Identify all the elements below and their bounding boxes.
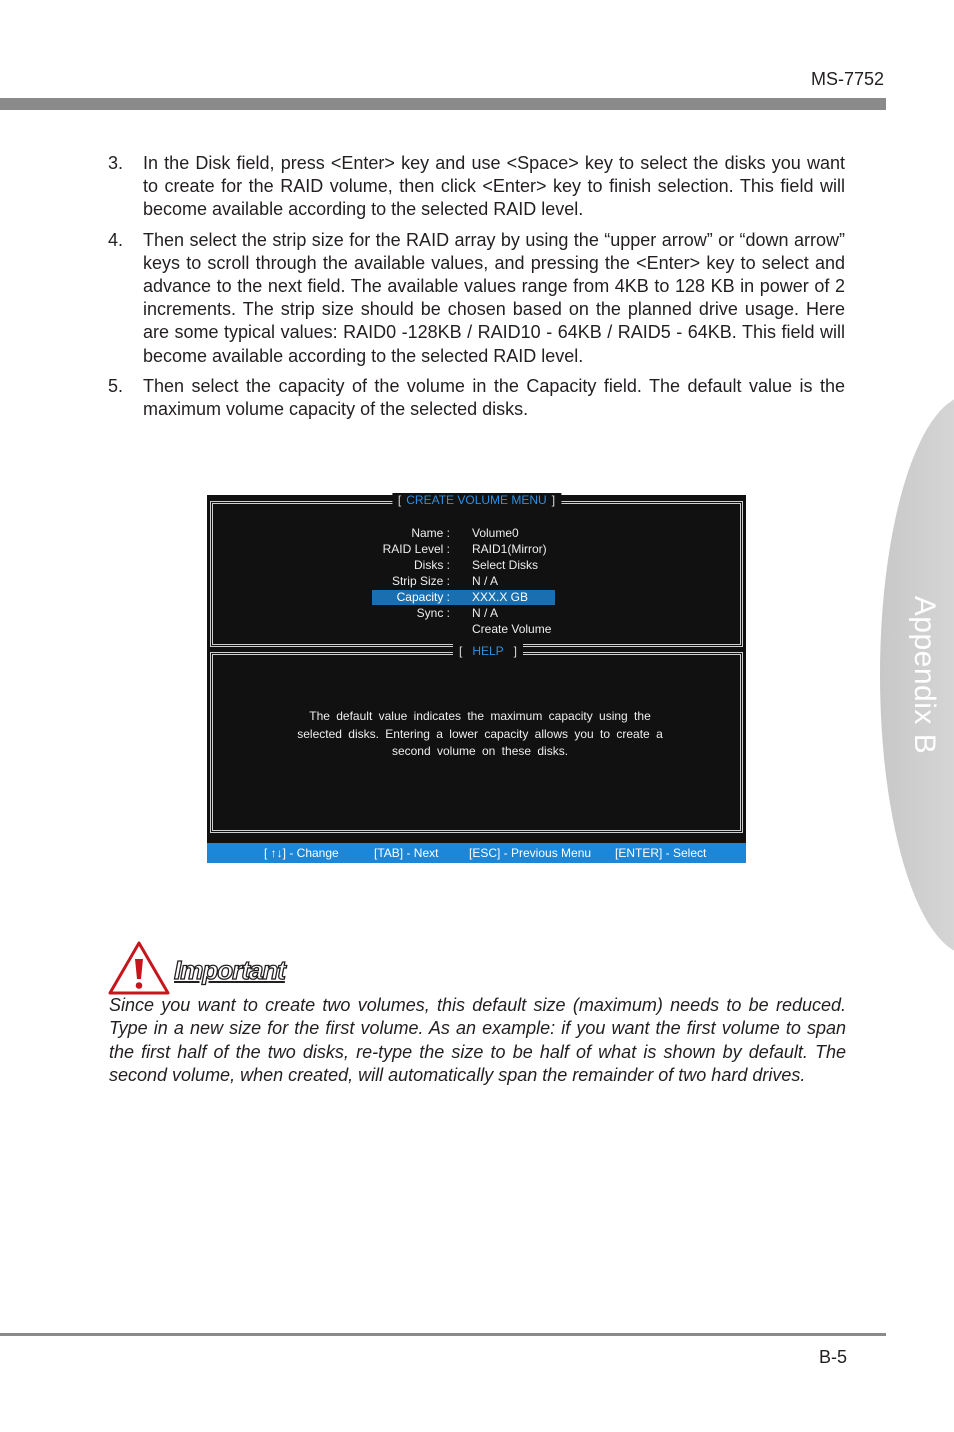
key-previous-menu: [ESC] - Previous Menu xyxy=(469,846,592,860)
step-text: Then select the strip size for the RAID array by using the “upper arrow” or “down arrow” keys to scroll through the available values, and pressing the <Enter> key to select and advance to the next field. The available values range from 4KB to 128 KB in power of 2 increments. The strip size should be chosen based on the planned drive usage. Here are some typical values: RAID0 -128KB / RAID10 - 64KB / RAID5 - 64KB. This field will become available according to the selected RAID level. xyxy=(143,229,845,366)
create-volume-option[interactable] xyxy=(368,622,708,638)
field-label: Disks : xyxy=(414,558,450,572)
field-value: RAID1(Mirror) xyxy=(472,542,547,556)
help-title: HELP xyxy=(472,644,504,658)
step-number: 5. xyxy=(108,375,124,396)
bracket: ] xyxy=(513,644,518,658)
create-volume-menu-title: CREATE VOLUME MENU xyxy=(406,493,547,507)
create-volume-panel xyxy=(210,493,743,647)
bracket: [ xyxy=(397,493,402,507)
appendix-side-label: Appendix B xyxy=(908,595,941,755)
field-row-raid-level[interactable] xyxy=(368,542,708,558)
instruction-steps xyxy=(108,152,845,428)
field-label: Capacity : xyxy=(396,590,450,604)
help-text: The default value indicates the maximum capacity using the selected disks. Entering a lower capacity allows you to create a second volume on these disks. xyxy=(297,709,663,758)
step-item xyxy=(108,152,845,222)
key-legend-bar xyxy=(207,843,746,863)
step-item xyxy=(108,229,845,368)
field-value: N / A xyxy=(472,606,499,620)
field-label: Sync : xyxy=(416,606,450,620)
field-row-sync[interactable] xyxy=(368,606,708,622)
field-value: N / A xyxy=(472,574,499,588)
field-value: XXX.X GB xyxy=(472,590,529,604)
bracket: ] xyxy=(551,493,556,507)
footer-rule xyxy=(0,1333,886,1336)
field-label: RAID Level : xyxy=(382,542,450,556)
step-text: Then select the capacity of the volume in the Capacity field. The default value is the maximum volume capacity of the selected disks. xyxy=(143,375,845,420)
important-title: Important xyxy=(174,955,285,985)
step-text: In the Disk field, press <Enter> key and use <Space> key to select the disks you want to create for the RAID volume, then click <Enter> key to finish selection. This field will become available according to the selected RAID level. xyxy=(143,153,845,220)
key-change: [ ↑↓] - Change xyxy=(264,846,339,860)
panel-title xyxy=(392,493,561,507)
step-number: 4. xyxy=(108,229,124,250)
field-row-strip-size[interactable] xyxy=(368,574,708,590)
page-number: B-5 xyxy=(818,1347,847,1367)
bios-screenshot xyxy=(207,495,746,863)
model-number: MS-7752 xyxy=(810,69,884,89)
important-text: Since you want to create two volumes, this default size (maximum) needs to be reduced. Type in a new size for the first volume. As an example: if you want the first volume to span the first half of the two disks, re-type the size to be half of what is shown by default. The second volume, when created, will automatically span the remainder of two hard drives. xyxy=(109,995,846,1085)
step-number: 3. xyxy=(108,153,124,173)
panel-title xyxy=(453,644,523,658)
field-row-capacity[interactable] xyxy=(368,590,708,606)
field-row-disks[interactable] xyxy=(368,558,708,574)
header-bar xyxy=(0,98,886,110)
field-row-name[interactable] xyxy=(368,526,708,542)
field-label: Name : xyxy=(411,526,450,540)
key-next: [TAB] - Next xyxy=(374,846,439,860)
field-value: Volume0 xyxy=(472,526,519,540)
bracket: [ xyxy=(458,644,463,658)
step-item xyxy=(108,375,845,421)
warning-triangle-icon xyxy=(108,940,170,996)
field-value: Select Disks xyxy=(472,558,539,572)
field-value: Create Volume xyxy=(472,622,552,636)
key-select: [ENTER] - Select xyxy=(615,846,707,860)
help-panel xyxy=(210,644,743,833)
field-label: Strip Size : xyxy=(391,574,450,588)
